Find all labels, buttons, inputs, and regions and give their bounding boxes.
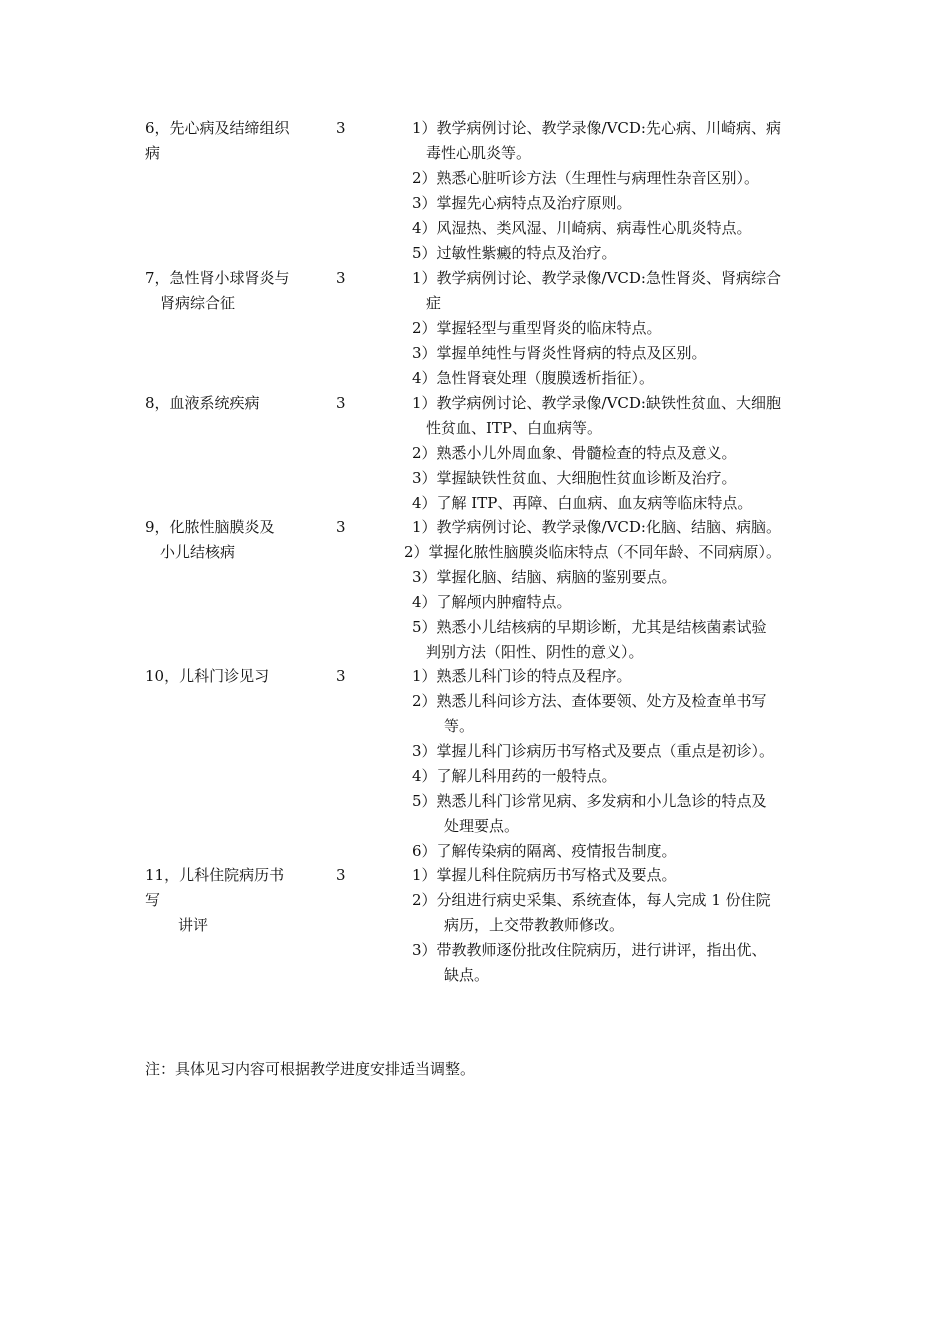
items-cell [412,116,812,266]
list-item [412,789,812,839]
list-item: 5）过敏性紫癜的特点及治疗。 [412,244,617,262]
topic-line: 11，儿科住院病历书 [145,866,285,884]
topic-cell [145,863,315,938]
list-item: 4）了解儿科用药的一般特点。 [412,767,617,785]
item-text: 2）熟悉儿科问诊方法、查体要领、处方及检查单书写 [412,692,767,710]
list-item: 3）掌握缺铁性贫血、大细胞性贫血诊断及治疗。 [412,469,737,487]
list-item: 1）教学病例讨论、教学录像/VCD:化脑、结脑、病脑。 [412,518,781,536]
list-item: 3）掌握单纯性与肾炎性肾病的特点及区别。 [412,344,707,362]
item-text-continued: 性贫血、ITP、白血病等。 [426,419,603,437]
item-text: 5）熟悉小儿结核病的早期诊断，尤其是结核菌素试验 [412,618,767,636]
hours-cell: 3 [336,394,346,412]
topic-cell [145,391,315,416]
item-text-continued: 等。 [444,717,475,735]
item-text-continued: 判别方法（阳性、阴性的意义）。 [426,643,644,661]
items-cell [412,664,812,864]
hours-cell: 3 [336,866,346,884]
item-text: 5）熟悉儿科门诊常见病、多发病和小儿急诊的特点及 [412,792,767,810]
item-text: 1）教学病例讨论、教学录像/VCD:先心病、川崎病、病 [412,119,781,137]
list-item: 2）熟悉小儿外周血象、骨髓检查的特点及意义。 [412,444,737,462]
list-item [412,391,812,441]
list-item: 1）熟悉儿科门诊的特点及程序。 [412,667,632,685]
item-text: 1）教学病例讨论、教学录像/VCD:急性肾炎、肾病综合 [412,269,781,287]
topic-line: 6，先心病及结缔组织 [145,119,290,137]
topic-cell [145,664,315,689]
topic-line: 写 [145,891,161,909]
list-item: 3）掌握化脑、结脑、病脑的鉴别要点。 [412,568,677,586]
topic-line: 病 [145,144,161,162]
item-text: 2）分组进行病史采集、系统查体，每人完成 1 份住院 [412,891,771,909]
item-text-continued: 病历，上交带教教师修改。 [444,916,625,934]
list-item: 4）了解 ITP、再障、白血病、血友病等临床特点。 [412,494,753,512]
topic-cell [145,266,315,316]
list-item: 2）掌握轻型与重型肾炎的临床特点。 [412,319,662,337]
list-item: 6）了解传染病的隔离、疫情报告制度。 [412,842,677,860]
list-item [412,689,812,739]
item-text-continued: 症 [426,294,442,312]
topic-line: 小儿结核病 [160,543,236,561]
topic-line: 8，血液系统疾病 [145,394,260,412]
list-item: 2）熟悉心脏听诊方法（生理性与病理性杂音区别）。 [412,169,760,187]
list-item: 4）风湿热、类风湿、川崎病、病毒性心肌炎特点。 [412,219,752,237]
item-text: 3）带教教师逐份批改住院病历，进行讲评，指出优、 [412,941,767,959]
list-item: 3）掌握儿科门诊病历书写格式及要点（重点是初诊）。 [412,742,775,760]
list-item [412,116,812,166]
hours-cell: 3 [336,518,346,536]
topic-cell [145,116,315,166]
list-item: 3）掌握先心病特点及治疗原则。 [412,194,632,212]
list-item: 4）了解颅内肿瘤特点。 [412,593,572,611]
hours-cell: 3 [336,667,346,685]
list-item: 2）掌握化脓性脑膜炎临床特点（不同年龄、不同病原）。 [404,543,782,561]
list-item [412,938,812,988]
topic-line: 7，急性肾小球肾炎与 [145,269,290,287]
topic-cell [145,515,315,565]
items-cell [412,863,812,988]
hours-cell: 3 [336,269,346,287]
topic-line: 10，儿科门诊见习 [145,667,270,685]
item-text-continued: 缺点。 [444,966,490,984]
list-item [412,615,812,665]
topic-line: 9，化脓性脑膜炎及 [145,518,275,536]
topic-line: 肾病综合征 [160,294,236,312]
items-cell [404,515,812,665]
item-text-continued: 毒性心肌炎等。 [426,144,532,162]
item-text: 1）教学病例讨论、教学录像/VCD:缺铁性贫血、大细胞 [412,394,781,412]
list-item [412,888,812,938]
items-cell [412,391,812,516]
list-item: 4）急性肾衰处理（腹膜透析指征）。 [412,369,655,387]
topic-line: 讲评 [178,916,209,934]
hours-cell: 3 [336,119,346,137]
item-text-continued: 处理要点。 [444,817,520,835]
items-cell [412,266,812,391]
list-item: 1）掌握儿科住院病历书写格式及要点。 [412,866,677,884]
list-item [412,266,812,316]
footnote: 注：具体见习内容可根据教学进度安排适当调整。 [145,1060,476,1078]
